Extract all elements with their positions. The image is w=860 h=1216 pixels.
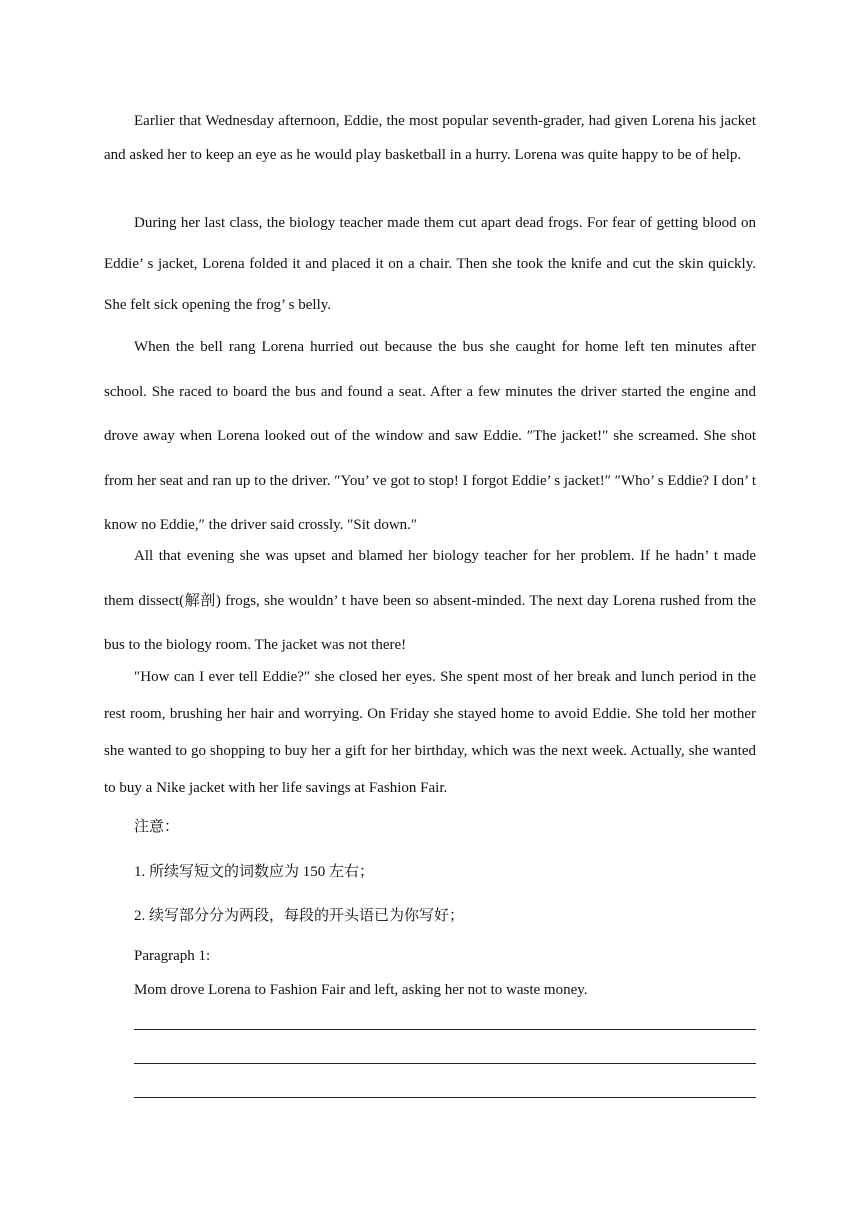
notes-item-1: 1. 所续写短文的词数应为 150 左右； — [134, 864, 375, 880]
notes-heading: 注意： — [134, 819, 180, 835]
notes-item-2: 2. 续写部分分为两段，每段的开头语已为你写好； — [134, 908, 465, 924]
story-paragraph-4: All that evening she was upset and blamed her biology teacher for her problem. If he hadn’ t made them dissect(解剖) frogs, she wouldn’ t have been so absent-minded. The next day Lorena rushed from the bus to the biology room. The jacket was not there! — [104, 548, 756, 653]
story-paragraph-5: ″How can I ever tell Eddie?″ she closed her eyes. She spent most of her break and lunch period in the rest room, brushing her hair and worrying. On Friday she stayed home to avoid Eddie. She told her mother she wanted to go shopping to buy her a gift for her birthday, which was the next week. Actually, she wanted to buy a Nike jacket with her life savings at Fashion Fair. — [104, 669, 756, 796]
continuation-opening: Mom drove Lorena to Fashion Fair and left, asking her not to waste money. — [134, 982, 588, 998]
answer-line — [134, 1097, 756, 1098]
answer-line — [134, 1063, 756, 1064]
answer-line — [134, 1029, 756, 1030]
continuation-label: Paragraph 1: — [134, 948, 211, 964]
story-paragraph-2: During her last class, the biology teacher made them cut apart dead frogs. For fear of getting blood on Eddie’ s jacket, Lorena folded it and placed it on a chair. Then she took the knife and cut the skin quickly. She felt sick opening the frog’ s belly. — [104, 215, 756, 313]
story-paragraph-3: When the bell rang Lorena hurried out because the bus she caught for home left ten minutes after school. She raced to board the bus and found a seat. After a few minutes the driver started the engine and drove away when Lorena looked out of the window and saw Eddie. ″The jacket!″ she screamed. She shot from her seat and ran up to the driver. ″You’ ve got to stop! I forgot Eddie’ s jacket!″ ″Who’ s Eddie? I don’ t know no Eddie,″ the driver said crossly. ″Sit down.″ — [104, 339, 756, 533]
story-paragraph-1: Earlier that Wednesday afternoon, Eddie, the most popular seventh-grader, had given Lorena his jacket and asked her to keep an eye as he would play basketball in a hurry. Lorena was quite happy to be of help. — [104, 113, 756, 163]
